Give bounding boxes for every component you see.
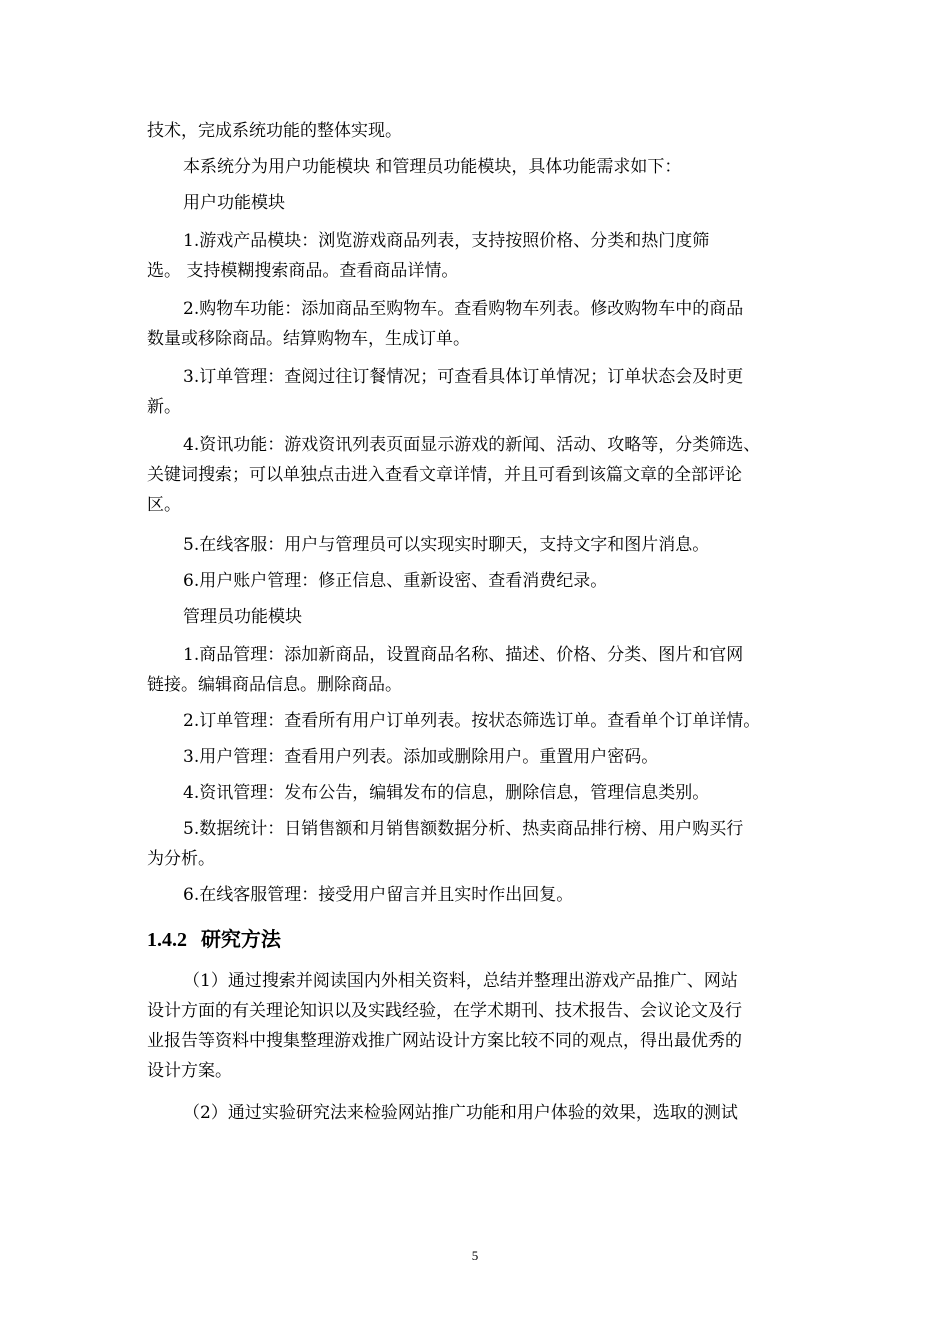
heading-user-modules: 用户功能模块: [183, 193, 285, 213]
page-number: 5: [471, 1248, 479, 1263]
paragraph-admin-item-4: 4.资讯管理：发布公告，编辑发布的信息，删除信息，管理信息类别。: [183, 783, 710, 803]
paragraph-intro-tail: 技术，完成系统功能的整体实现。: [147, 121, 402, 141]
paragraph-method-2: （2）通过实验研究法来检验网站推广功能和用户体验的效果，选取的测试: [183, 1103, 738, 1123]
paragraph-admin-item-1: 1.商品管理：添加新商品，设置商品名称、描述、价格、分类、图片和官网 链接。编辑商品信息。删除商品。: [147, 645, 744, 695]
paragraph-user-item-5: 5.在线客服：用户与管理员可以实现实时聊天，支持文字和图片消息。: [183, 535, 710, 555]
heading-admin-modules: 管理员功能模块: [183, 607, 302, 627]
paragraph-user-item-4: 4.资讯功能：游戏资讯列表页面显示游戏的新闻、活动、攻略等，分类筛选、 关键词搜索；可以单独点击进入查看文章详情，并且可看到该篇文章的全部评论 区。: [147, 435, 761, 515]
section-title: 研究方法: [200, 927, 281, 951]
paragraph-admin-item-2: 2.订单管理：查看所有用户订单列表。按状态筛选订单。查看单个订单详情。: [183, 711, 761, 731]
section-number: 1.4.2: [147, 929, 187, 951]
paragraph-user-item-2: 2.购物车功能：添加商品至购物车。查看购物车列表。修改购物车中的商品 数量或移除商品。结算购物车，生成订单。: [147, 299, 744, 349]
paragraph-admin-item-3: 3.用户管理：查看用户列表。添加或删除用户。重置用户密码。: [183, 747, 659, 767]
paragraph-admin-item-5: 5.数据统计：日销售额和月销售额数据分析、热卖商品排行榜、用户购买行 为分析。: [147, 819, 744, 869]
paragraph-user-item-3: 3.订单管理：查阅过往订餐情况；可查看具体订单情况；订单状态会及时更 新。: [147, 367, 744, 417]
section-heading: [147, 924, 809, 955]
paragraph-method-1: （1）通过搜索并阅读国内外相关资料，总结并整理出游戏产品推广、网站 设计方面的有关理论知识以及实践经验，在学术期刊、技术报告、会议论文及行 业报告等资料中搜集整理游戏推广网站设计方案比较不同的观点，得出最优秀的 设计方案。: [147, 971, 742, 1081]
paragraph-user-item-1: 1.游戏产品模块：浏览游戏商品列表，支持按照价格、分类和热门度筛 选。 支持模糊搜索商品。查看商品详情。: [147, 231, 710, 281]
paragraph-user-item-6: 6.用户账户管理：修正信息、重新设密、查看消费纪录。: [183, 571, 608, 591]
paragraph-admin-item-6: 6.在线客服管理：接受用户留言并且实时作出回复。: [183, 885, 574, 905]
paragraph-module-overview: 本系统分为用户功能模块 和管理员功能模块，具体功能需求如下：: [183, 157, 682, 177]
